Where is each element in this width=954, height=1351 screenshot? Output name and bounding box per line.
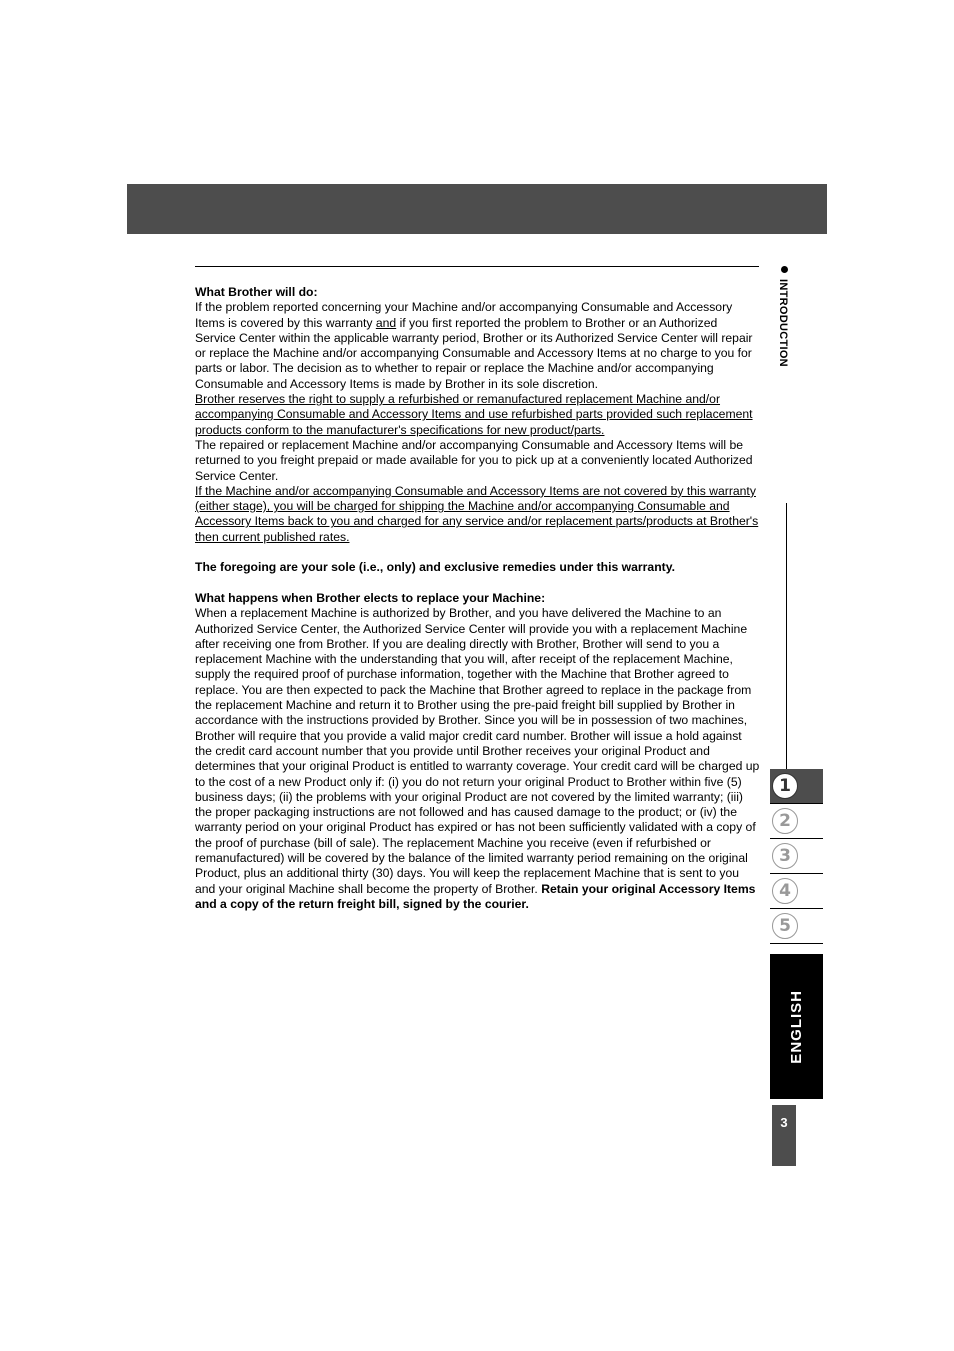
underlined-paragraph: If the Machine and/or accompanying Consumable and Accessory Items are not covered by this warranty (either stage), you will be charged for shipping the Machine and/or accompanying Consumable and Accessory Items back to you and charged for any service and/or replacement parts/products at Brother's then current published rates.	[195, 483, 759, 544]
page-content	[195, 285, 761, 912]
chapter-number-icon: 5	[772, 913, 798, 939]
chapter-tab-2[interactable]	[770, 804, 823, 839]
section-heading: What happens when Brother elects to replace your Machine:	[195, 590, 546, 605]
chapter-tab-3[interactable]	[770, 839, 823, 874]
chapter-number-icon: 3	[772, 843, 798, 869]
chapter-tab-1[interactable]	[770, 769, 823, 804]
page-number: 3	[772, 1105, 796, 1166]
chapter-tabs	[770, 769, 823, 944]
underlined-word: and	[375, 315, 397, 330]
language-label: ENGLISH	[788, 989, 805, 1064]
paragraph: The repaired or replacement Machine and/or accompanying Consumable and Accessory Items will be returned to you freight prepaid or made available for you to pick up at a conveniently located Authorized Service Center.	[195, 437, 753, 483]
vertical-rule	[786, 503, 787, 769]
bold-instruction: Retain your original Accessory Items and a copy of the return freight bill, signed by the courier.	[195, 881, 756, 911]
underlined-paragraph: Brother reserves the right to supply a refurbished or remanufactured replacement Machine and/or accompanying Consumable and Accessory Items and use refurbished parts provided such replacement products conform to the manufacturer's specifications for new product/parts.	[195, 392, 753, 437]
exclusive-remedies-statement: The foregoing are your sole (i.e., only) and exclusive remedies under this warranty.	[195, 560, 675, 575]
chapter-number-icon: 4	[772, 878, 798, 904]
bullet-icon	[781, 266, 788, 273]
section-label: INTRODUCTION	[777, 279, 789, 367]
paragraph	[195, 606, 761, 912]
text: If the problem reported concerning your Machine and/or accompanying Consumable and Accessory Items is covered by this warranty	[195, 300, 733, 330]
chapter-tab-5[interactable]	[770, 909, 823, 944]
header-band	[127, 184, 827, 234]
chapter-number-icon: 2	[772, 808, 798, 834]
section-indicator	[770, 266, 800, 386]
chapter-tab-4[interactable]	[770, 874, 823, 909]
text: if you first reported the problem to Brother or an Authorized Service Center within the applicable warranty period, Brother or its Authorized Service Center will repair or replace the Machine and/or accompanying Consumable and Accessory Items at no charge to you for parts or labor. The decision as to whether to repair or replace the Machine and/or accompanying Consumable and Accessory Items is made by Brother in its sole discretion.	[195, 315, 753, 391]
paragraph	[195, 300, 761, 392]
language-tab	[770, 954, 823, 1099]
chapter-number-icon: 1	[772, 773, 798, 799]
section-heading: What Brother will do:	[195, 285, 318, 299]
text: When a replacement Machine is authorized by Brother, and you have delivered the Machine to an Authorized Service Center, the Authorized Service Center will provide you with a replacement Machine after receiving one from Brother. If you are dealing directly with Brother, Brother will send to you a replacement Machine with the understanding that you will, after receipt of the replacement Machine, supply the required proof of purchase information, together with the Machine that Brother agreed to replace. You are then expected to pack the Machine that Brother agreed to replace in the package from the replacement Machine and return it to Brother using the pre-paid freight bill supplied by Brother in accordance with the instructions provided by Brother. Since you will be in possession of two machines, Brother will require that you provide a valid major credit card number. Brother will issue a hold against the credit card account number that you provide until Brother receives your original Product and determines that your original Product is entitled to warranty coverage. Your credit card will be charged up to the cost of a new Product only if: (i) you do not return your original Product to Brother within five (5) business days; (ii) the problems with your original Product are not covered by the limited warranty; (iii) the proper packaging instructions are not followed and has caused damage to the product; or (iv) the warranty period on your original Product has expired or has not been sufficiently validated with a copy of the proof of purchase (bill of sale). The replacement Machine you receive (even if refurbished or remanufactured) will be covered by the balance of the limited warranty period remaining on the original Product, plus an additional thirty (30) days. You will keep the replacement Machine that is sent to you and your original Machine shall become the property of Brother.	[195, 606, 760, 896]
top-rule	[195, 266, 759, 267]
